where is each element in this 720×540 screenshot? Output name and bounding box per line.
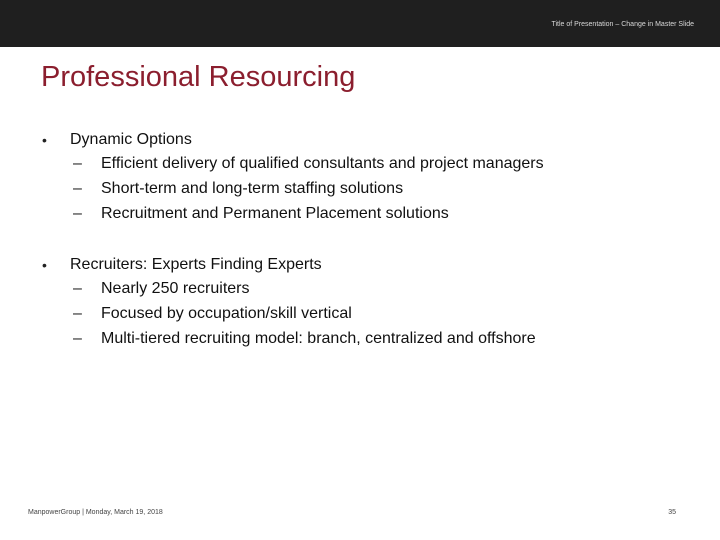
sub-bullet-text: Short-term and long-term staffing solutions <box>101 180 404 197</box>
bullet-icon: • <box>42 257 47 273</box>
bullet-text: Recruiters: Experts Finding Experts <box>70 256 322 273</box>
sub-bullet-text: Multi-tiered recruiting model: branch, centralized and offshore <box>101 330 536 347</box>
bullet-icon: • <box>42 132 47 148</box>
sub-bullet-text: Efficient delivery of qualified consultants and project managers <box>101 155 544 172</box>
page-number: 35 <box>668 509 676 516</box>
sub-bullet-item <box>42 305 682 330</box>
sub-bullet-item <box>42 180 682 205</box>
dash-icon: – <box>73 155 82 172</box>
sub-bullet-text: Recruitment and Permanent Placement solutions <box>101 205 449 222</box>
bullet-item <box>42 256 682 280</box>
header-bar <box>0 0 720 47</box>
dash-icon: – <box>73 205 82 222</box>
dash-icon: – <box>73 305 82 322</box>
dash-icon: – <box>73 280 82 297</box>
sub-bullet-item <box>42 155 682 180</box>
bullet-group-1 <box>42 131 682 230</box>
dash-icon: – <box>73 180 82 197</box>
sub-bullet-item <box>42 330 682 355</box>
sub-bullet-item <box>42 280 682 305</box>
sub-bullet-item <box>42 205 682 230</box>
dash-icon: – <box>73 330 82 347</box>
sub-bullet-text: Focused by occupation/skill vertical <box>101 305 352 322</box>
bullet-item <box>42 131 682 155</box>
slide-title: Professional Resourcing <box>41 61 356 93</box>
footer-text: ManpowerGroup | Monday, March 19, 2018 <box>28 509 163 516</box>
sub-bullet-text: Nearly 250 recruiters <box>101 280 250 297</box>
bullet-group-2 <box>42 256 682 355</box>
bullet-text: Dynamic Options <box>70 131 192 148</box>
presentation-title: Title of Presentation – Change in Master Slide <box>551 21 694 28</box>
